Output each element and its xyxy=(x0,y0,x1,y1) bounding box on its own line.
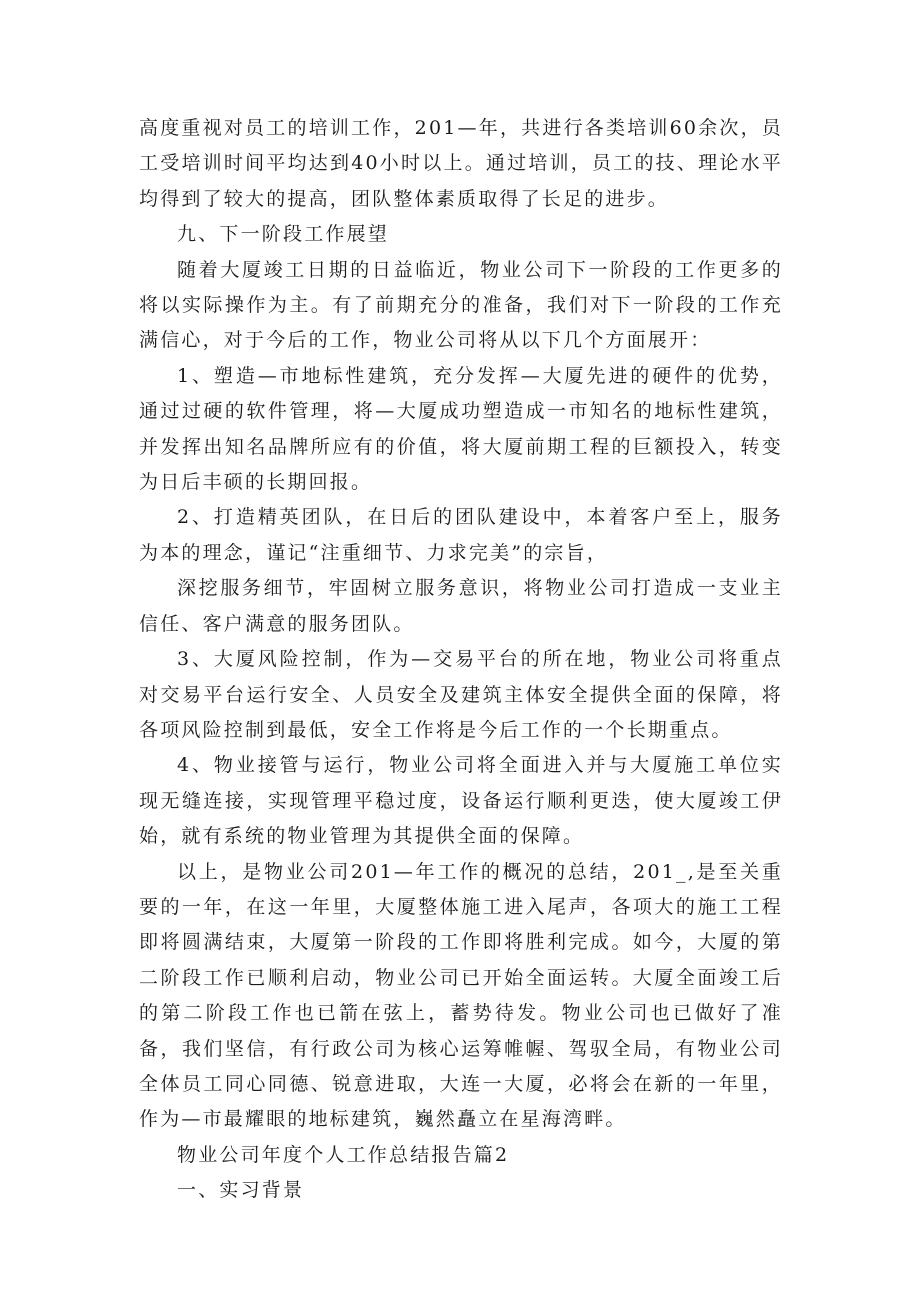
document-body xyxy=(139,111,783,1209)
paragraph-item-4-operation: 4、物业接管与运行，物业公司将全面进入并与大厦施工单位实现无缝连接，实现管理平稳过度，设备运行顺利更迭，使大厦竣工伊始，就有系统的物业管理为其提供全面的保障。 xyxy=(139,754,783,848)
paragraph-next-stage-intro: 随着大厦竣工日期的日益临近，物业公司下一阶段的工作更多的将以实际操作为主。有了前期充分的准备，我们对下一阶段的工作充满信心，对于今后的工作，物业公司将从以下几个方面展开： xyxy=(139,258,783,352)
paragraph-item-2-service: 深挖服务细节，牢固树立服务意识，将物业公司打造成一支业主信任、客户满意的服务团队。 xyxy=(139,577,783,635)
paragraph-training-summary: 高度重视对员工的培训工作，201—年，共进行各类培训60余次，员工受培训时间平均达到40小时以上。通过培训，员工的技、理论水平均得到了较大的提高，团队整体素质取得了长足的进步。 xyxy=(139,117,783,210)
section-heading-next-stage: 九、下一阶段工作展望 xyxy=(177,223,390,246)
paragraph-conclusion: 以上，是物业公司201—年工作的概况的总结，201_,是至关重要的一年，在这一年里，大厦整体施工进入尾声，各项大的施工工程即将圆满结束，大厦第一阶段的工作即将胜利完成。如今，大厦的第二阶段工作已顺利启动，物业公司已开始全面运转。大厦全面竣工后的第二阶段工作也已箭在弦上，蓄势待发。物业公司也已做好了准备，我们坚信，有行政公司为核心运筹帷幄、驾驭全局，有物业公司全体员工同心同德、锐意进取，大连一大厦，必将会在新的一年里，作为—市最耀眼的地标建筑，巍然矗立在星海湾畔。 xyxy=(139,860,783,1131)
section-heading-internship-background: 一、实习背景 xyxy=(177,1179,305,1202)
paragraph-item-3-risk: 3、大厦风险控制，作为—交易平台的所在地，物业公司将重点对交易平台运行安全、人员安全及建筑主体安全提供全面的保障，将各项风险控制到最低，安全工作将是今后工作的一个长期重点。 xyxy=(139,648,783,741)
paragraph-item-1-landmark: 1、塑造—市地标性建筑，充分发挥—大厦先进的硬件的优势，通过过硬的软件管理，将—大厦成功塑造成一市知名的地标性建筑，并发挥出知名品牌所应有的价值，将大厦前期工程的巨额投入，转变为日后丰硕的长期回报。 xyxy=(139,364,783,494)
report-title-part-2: 物业公司年度个人工作总结报告篇2 xyxy=(177,1143,510,1166)
paragraph-item-2-team: 2、打造精英团队，在日后的团队建设中，本着客户至上，服务为本的理念，谨记“注重细节、力求完美”的宗旨， xyxy=(139,506,783,564)
